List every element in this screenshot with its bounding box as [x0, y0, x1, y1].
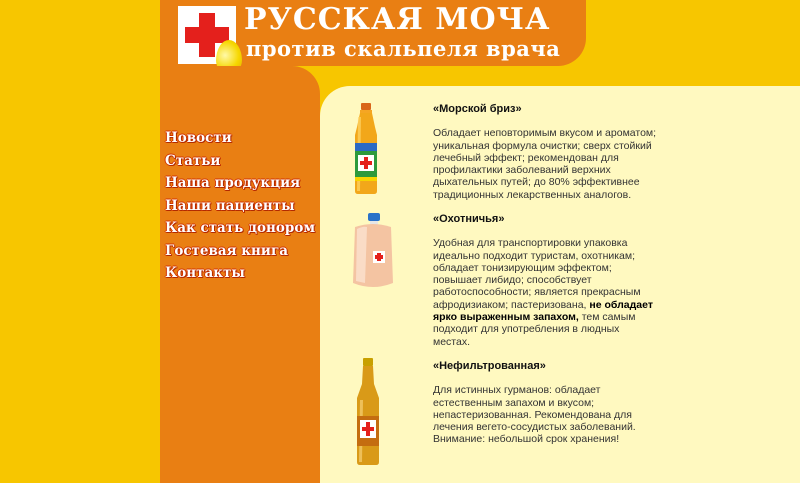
- nav-item-articles[interactable]: Статьи: [165, 152, 221, 169]
- product-description: Обладает неповторимым вкусом и ароматом; уникальная формула очистки; сверх стойкий лечебный эффект; рекомендован для профилактики заболеваний верхних дыхательных путей; до 80% эффективнее традиционных лекарственных аналогов.: [433, 127, 657, 201]
- product-nefiltrovannaya: [433, 360, 658, 446]
- product-okhotnichya: [433, 213, 658, 348]
- product-name: «Морской бриз»: [433, 103, 522, 115]
- site-subtitle: против скальпеля врача: [246, 36, 561, 61]
- main-nav: [165, 127, 315, 285]
- product-name: «Охотничья»: [433, 213, 505, 225]
- nav-item-patients[interactable]: Наши пациенты: [165, 197, 295, 214]
- nav-item-become-donor[interactable]: Как стать донором: [165, 220, 316, 236]
- nav-item-contacts[interactable]: Контакты: [165, 265, 245, 281]
- product-description: Для истинных гурманов: обладает естественным запахом и вкусом; непастеризованная. Рекомендована для лечения вегето-сосудистых заболеваний. Внимание: небольшой срок хранения!: [433, 384, 636, 446]
- bottle-nefiltrovannaya-image: [352, 358, 384, 466]
- bottle-morskoy-briz-image: [348, 103, 384, 195]
- site-title: РУССКАЯ МОЧА: [244, 2, 551, 37]
- nav-item-news[interactable]: Новости: [165, 130, 232, 146]
- nav-item-products[interactable]: Наша продукция: [165, 175, 301, 191]
- product-name: «Нефильтрованная»: [433, 360, 546, 372]
- bottle-okhotnichya-image: [349, 213, 397, 291]
- product-morskoy-briz: [433, 103, 658, 201]
- nav-item-guestbook[interactable]: Гостевая книга: [165, 242, 288, 259]
- product-description: Удобная для транспортировки упаковка идеально подходит туристам, охотникам; обладает тонизирующим эффектом; повышает либидо; способствует работоспособности; является прекрасным афродизиаком; пастеризована, не обладает ярко выраженным запахом, тем самым подходит для употребления в людных местах.: [433, 237, 653, 348]
- product-description-emphasis: не обладает ярко выраженным запахом,: [433, 298, 653, 324]
